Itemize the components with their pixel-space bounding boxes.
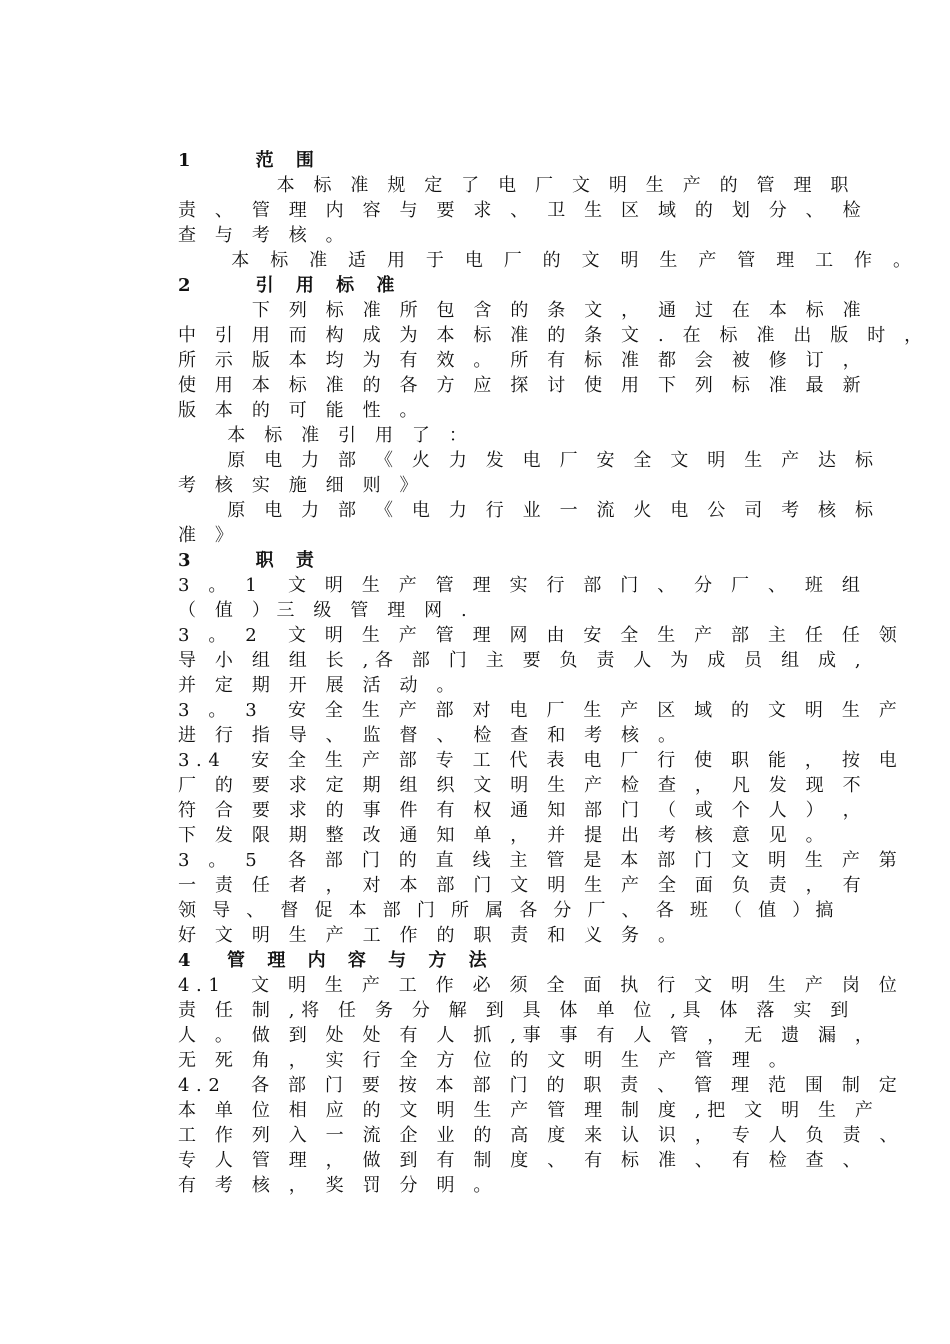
- text-line: 中 引 用 而 构 成 为 本 标 准 的 条 文 . 在 标 准 出 版 时 ，: [178, 325, 929, 346]
- text-line: 责 、 管 理 内 容 与 要 求 、 卫 生 区 域 的 划 分 、 检: [178, 200, 868, 221]
- text-line: 责 任 制 ,将 任 务 分 解 到 具 体 单 位 ,具 体 落 实 到: [178, 1000, 855, 1021]
- text-line: 好 文 明 生 产 工 作 的 职 责 和 义 务 。: [178, 925, 683, 946]
- text-line: 本 标 准 引 用 了 ：: [178, 425, 474, 446]
- text-line: 本 单 位 相 应 的 文 明 生 产 管 理 制 度 ,把 文 明 生 产: [178, 1100, 880, 1121]
- text-line: 进 行 指 导 、 监 督 、 检 查 和 考 核 。: [178, 725, 683, 746]
- section-heading-1: 1 范 围: [178, 150, 322, 171]
- text-line: 工 作 列 入 一 流 企 业 的 高 度 来 认 识 ， 专 人 负 责 、: [178, 1125, 905, 1146]
- text-line: 下 发 限 期 整 改 通 知 单 ， 并 提 出 考 核 意 见 。: [178, 825, 831, 846]
- text-line: 考 核 实 施 细 则 》: [178, 475, 425, 496]
- section-heading-2: 2 引 用 标 准: [178, 275, 403, 296]
- text-line: 一 责 任 者 ， 对 本 部 门 文 明 生 产 全 面 负 责 ， 有: [178, 875, 868, 896]
- text-line: 下 列 标 准 所 包 含 的 条 文 ， 通 过 在 本 标 准: [178, 300, 868, 321]
- text-line: 3 。 1 文 明 生 产 管 理 实 行 部 门 、 分 厂 、 班 组: [178, 575, 867, 596]
- text-line: 3 。 5 各 部 门 的 直 线 主 管 是 本 部 门 文 明 生 产 第: [178, 850, 904, 871]
- text-line: 所 示 版 本 均 为 有 效 。 所 有 标 准 都 会 被 修 订 ，: [178, 350, 868, 371]
- text-line: 原 电 力 部 《 电 力 行 业 一 流 火 电 公 司 考 核 标: [178, 500, 880, 521]
- text-line: 3.4 安 全 生 产 部 专 工 代 表 电 厂 行 使 职 能 ， 按 电: [178, 750, 904, 771]
- text-line: 符 合 要 求 的 事 件 有 权 通 知 部 门 （ 或 个 人 ） ，: [178, 800, 868, 821]
- text-line: 使 用 本 标 准 的 各 方 应 探 讨 使 用 下 列 标 准 最 新: [178, 375, 868, 396]
- text-line: 4.1 文 明 生 产 工 作 必 须 全 面 执 行 文 明 生 产 岗 位: [178, 975, 904, 996]
- text-line: 厂 的 要 求 定 期 组 织 文 明 生 产 检 查 ， 凡 发 现 不: [178, 775, 868, 796]
- text-line: 版 本 的 可 能 性 。: [178, 400, 425, 421]
- text-line: 本 标 准 适 用 于 电 厂 的 文 明 生 产 管 理 工 作 。: [178, 250, 919, 271]
- section-heading-3: 3 职 责: [178, 550, 322, 571]
- text-line: 无 死 角 ， 实 行 全 方 位 的 文 明 生 产 管 理 。: [178, 1050, 794, 1071]
- text-line: 3 。 3 安 全 生 产 部 对 电 厂 生 产 区 域 的 文 明 生 产: [178, 700, 904, 721]
- text-line: 原 电 力 部 《 火 力 发 电 厂 安 全 文 明 生 产 达 标: [178, 450, 880, 471]
- text-line: 导 小 组 组 长 ,各 部 门 主 要 负 责 人 为 成 员 组 成 ,: [178, 650, 868, 671]
- text-line: （ 值 ）三 级 管 理 网 .: [178, 600, 474, 621]
- text-line: 人 。 做 到 处 处 有 人 抓 ,事 事 有 人 管 ， 无 遗 漏 ，: [178, 1025, 880, 1046]
- text-line: 并 定 期 开 展 活 动 。: [178, 675, 462, 696]
- text-line: 查 与 考 核 。: [178, 225, 351, 246]
- section-heading-4: 4 管 理 内 容 与 方 法: [178, 950, 495, 971]
- text-line: 准 》: [178, 525, 240, 546]
- text-line: 专 人 管 理 ， 做 到 有 制 度 、 有 标 准 、 有 检 查 、: [178, 1150, 868, 1171]
- text-line: 4.2 各 部 门 要 按 本 部 门 的 职 责 、 管 理 范 围 制 定: [178, 1075, 904, 1096]
- text-line: 3 。 2 文 明 生 产 管 理 网 由 安 全 生 产 部 主 任 任 领: [178, 625, 904, 646]
- text-line: 本 标 准 规 定 了 电 厂 文 明 生 产 的 管 理 职: [178, 175, 855, 196]
- text-line: 领 导 、 督 促 本 部 门 所 属 各 分 厂 、 各 班 （ 值 ）搞: [178, 900, 839, 921]
- text-line: 有 考 核 ， 奖 罚 分 明 。: [178, 1175, 498, 1196]
